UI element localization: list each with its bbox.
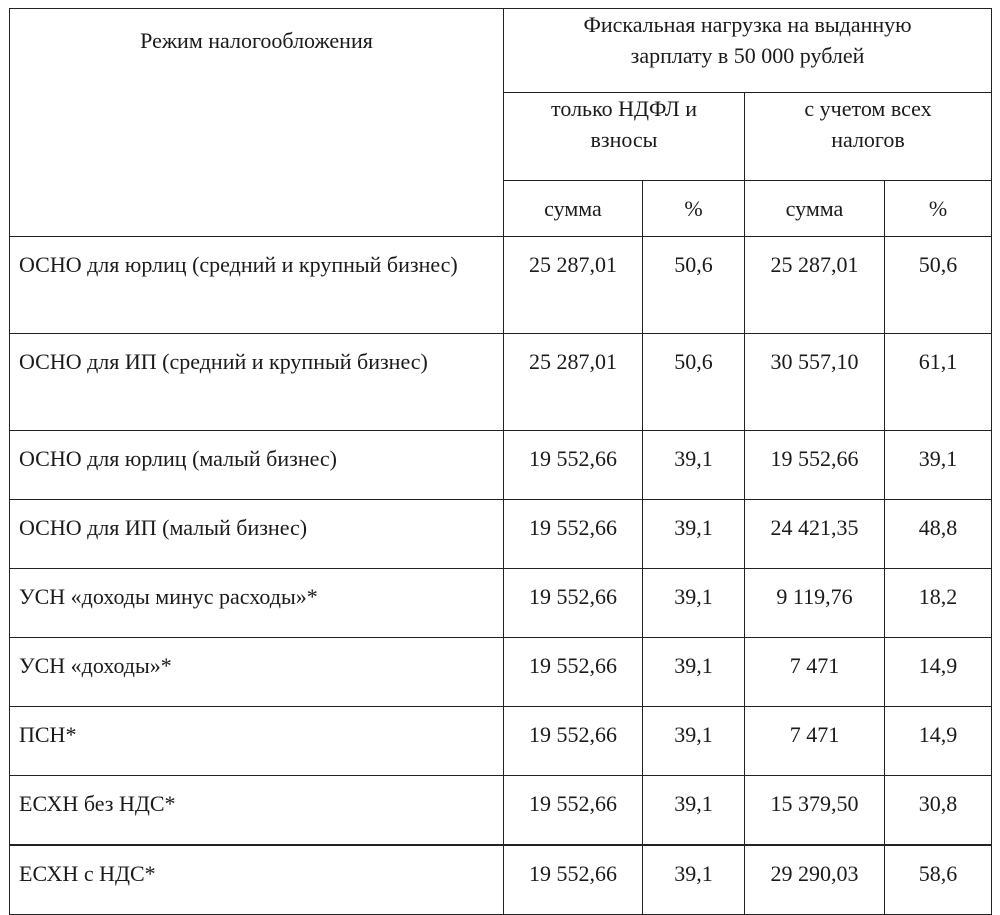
table-row xyxy=(10,237,992,334)
header-burden xyxy=(504,9,992,93)
header-col-ndfl-sum xyxy=(504,181,643,237)
row-ndfl-pct: 39,1 xyxy=(643,776,745,846)
row-ndfl-sum: 25 287,01 xyxy=(504,237,643,334)
row-ndfl-sum: 19 552,66 xyxy=(504,845,643,915)
table-row xyxy=(10,569,992,638)
row-mode: УСН «доходы»* xyxy=(10,638,504,707)
row-ndfl-sum: 25 287,01 xyxy=(504,334,643,431)
row-ndfl-pct: 39,1 xyxy=(643,638,745,707)
row-mode: ЕСХН с НДС* xyxy=(10,845,504,915)
row-all-sum: 7 471 xyxy=(745,707,885,776)
row-ndfl-sum: 19 552,66 xyxy=(504,707,643,776)
header-col-ndfl-sum-label: сумма xyxy=(544,196,602,221)
row-mode: ЕСХН без НДС* xyxy=(10,776,504,846)
row-ndfl-sum: 19 552,66 xyxy=(504,776,643,846)
row-mode: ОСНО для ИП (малый бизнес) xyxy=(10,500,504,569)
row-ndfl-pct: 50,6 xyxy=(643,334,745,431)
row-mode: ОСНО для ИП (средний и крупный бизнес) xyxy=(10,334,504,431)
header-group-ndfl xyxy=(504,93,745,181)
header-mode-label: Режим налогообложения xyxy=(140,28,373,53)
table-row xyxy=(10,845,992,915)
row-all-pct: 48,8 xyxy=(885,500,992,569)
row-all-sum: 9 119,76 xyxy=(745,569,885,638)
header-group-all xyxy=(745,93,992,181)
row-ndfl-sum: 19 552,66 xyxy=(504,500,643,569)
table-row xyxy=(10,431,992,500)
row-all-pct: 58,6 xyxy=(885,845,992,915)
header-burden-label: Фискальная нагрузка на выданную зарплату в 50 000 рублей xyxy=(583,12,912,68)
row-ndfl-pct: 39,1 xyxy=(643,500,745,569)
row-all-pct: 50,6 xyxy=(885,237,992,334)
row-all-pct: 14,9 xyxy=(885,707,992,776)
row-mode: ПСН* xyxy=(10,707,504,776)
row-ndfl-pct: 39,1 xyxy=(643,707,745,776)
row-all-sum: 30 557,10 xyxy=(745,334,885,431)
header-col-ndfl-pct-label: % xyxy=(684,196,703,221)
row-mode: УСН «доходы минус расходы»* xyxy=(10,569,504,638)
row-all-sum: 25 287,01 xyxy=(745,237,885,334)
row-ndfl-sum: 19 552,66 xyxy=(504,638,643,707)
row-all-sum: 15 379,50 xyxy=(745,776,885,846)
row-ndfl-pct: 50,6 xyxy=(643,237,745,334)
header-group-ndfl-label: только НДФЛ и взносы xyxy=(551,96,697,152)
header-col-all-pct xyxy=(885,181,992,237)
header-col-all-sum xyxy=(745,181,885,237)
table-row xyxy=(10,334,992,431)
row-all-sum: 7 471 xyxy=(745,638,885,707)
row-all-sum: 19 552,66 xyxy=(745,431,885,500)
row-ndfl-sum: 19 552,66 xyxy=(504,569,643,638)
row-ndfl-sum: 19 552,66 xyxy=(504,431,643,500)
table-row xyxy=(10,707,992,776)
header-col-all-sum-label: сумма xyxy=(785,196,844,221)
row-all-pct: 61,1 xyxy=(885,334,992,431)
header-mode xyxy=(10,9,504,237)
row-all-sum: 24 421,35 xyxy=(745,500,885,569)
table-row xyxy=(10,776,992,846)
row-ndfl-pct: 39,1 xyxy=(643,431,745,500)
row-ndfl-pct: 39,1 xyxy=(643,845,745,915)
row-all-pct: 14,9 xyxy=(885,638,992,707)
row-all-pct: 18,2 xyxy=(885,569,992,638)
table-row xyxy=(10,500,992,569)
row-all-pct: 30,8 xyxy=(885,776,992,846)
table-row xyxy=(10,638,992,707)
header-group-all-label: с учетом всех налогов xyxy=(804,96,932,152)
row-mode: ОСНО для юрлиц (малый бизнес) xyxy=(10,431,504,500)
row-all-sum: 29 290,03 xyxy=(745,845,885,915)
header-col-ndfl-pct xyxy=(643,181,745,237)
row-all-pct: 39,1 xyxy=(885,431,992,500)
row-mode: ОСНО для юрлиц (средний и крупный бизнес) xyxy=(10,237,504,334)
header-col-all-pct-label: % xyxy=(928,196,948,221)
row-ndfl-pct: 39,1 xyxy=(643,569,745,638)
tax-burden-table xyxy=(9,8,992,915)
